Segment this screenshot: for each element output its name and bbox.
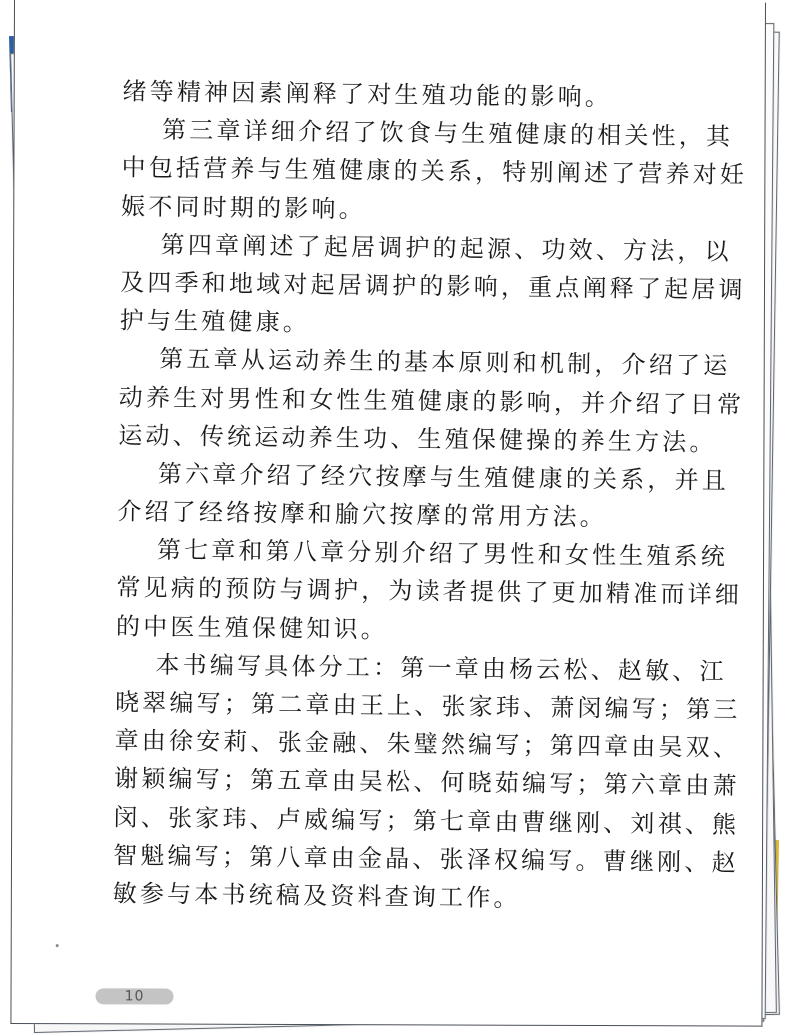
text-line-19: 谢颖编写；第五章由吴松、何晓茹编写；第六章由萧 [113, 764, 740, 801]
text-line-16: 本书编写具体分工：第一章由杨云松、赵敏、江 [155, 650, 727, 686]
text-line-13: 第七章和第八章分别介绍了男性和女性生殖系统 [156, 536, 729, 572]
text-line-4: 娠不同时期的影响。 [120, 191, 367, 223]
text-line-2: 第三章详细介绍了饮食与生殖健康的相关性，其 [161, 116, 734, 152]
text-line-18: 章由徐安莉、张金融、朱璧然编写；第四章由吴双、 [114, 726, 741, 763]
text-line-9: 动养生对男性和女性生殖健康的影响，并介绍了日常 [118, 382, 745, 419]
document-page [10, 0, 766, 1027]
text-line-22: 敏参与本书统稿及资料查询工作。 [112, 879, 521, 913]
text-line-20: 闵、张家玮、卢威编写；第七章由曹继刚、刘祺、熊 [113, 802, 740, 839]
text-line-8: 第五章从运动养生的基本原则和机制，介绍了运 [159, 345, 731, 381]
text-line-11: 第六章介绍了经穴按摩与生殖健康的关系，并且 [157, 459, 730, 495]
text-line-6: 及四季和地域对起居调护的影响，重点阐释了起居调 [120, 268, 746, 304]
text-line-10: 运动、传统运动养生功、生殖保健操的养生方法。 [118, 421, 717, 457]
text-line-12: 介绍了经络按摩和腧穴按摩的常用方法。 [117, 497, 608, 532]
text-line-1: 绪等精神因素阐释了对生殖功能的影响。 [122, 77, 613, 112]
text-line-3: 中包括营养与生殖健康的关系，特别阐述了营养对妊 [121, 153, 748, 190]
page-body-text [112, 72, 748, 919]
page-number: 10 [124, 988, 145, 1005]
page-speck [56, 944, 59, 947]
text-line-14: 常见病的预防与调护，为读者提供了更加精准而详细 [116, 573, 743, 610]
text-line-15: 的中医生殖保健知识。 [115, 611, 389, 644]
text-line-17: 晓翠编写；第二章由王上、张家玮、萧闵编写；第三 [114, 688, 741, 724]
text-line-21: 智魁编写；第八章由金晶、张泽权编写。曹继刚、赵 [113, 841, 739, 877]
text-line-7: 护与生殖健康。 [119, 306, 311, 337]
text-line-5: 第四章阐述了起居调护的起源、功效、方法，以 [160, 230, 732, 266]
page-number-badge [95, 988, 173, 1004]
